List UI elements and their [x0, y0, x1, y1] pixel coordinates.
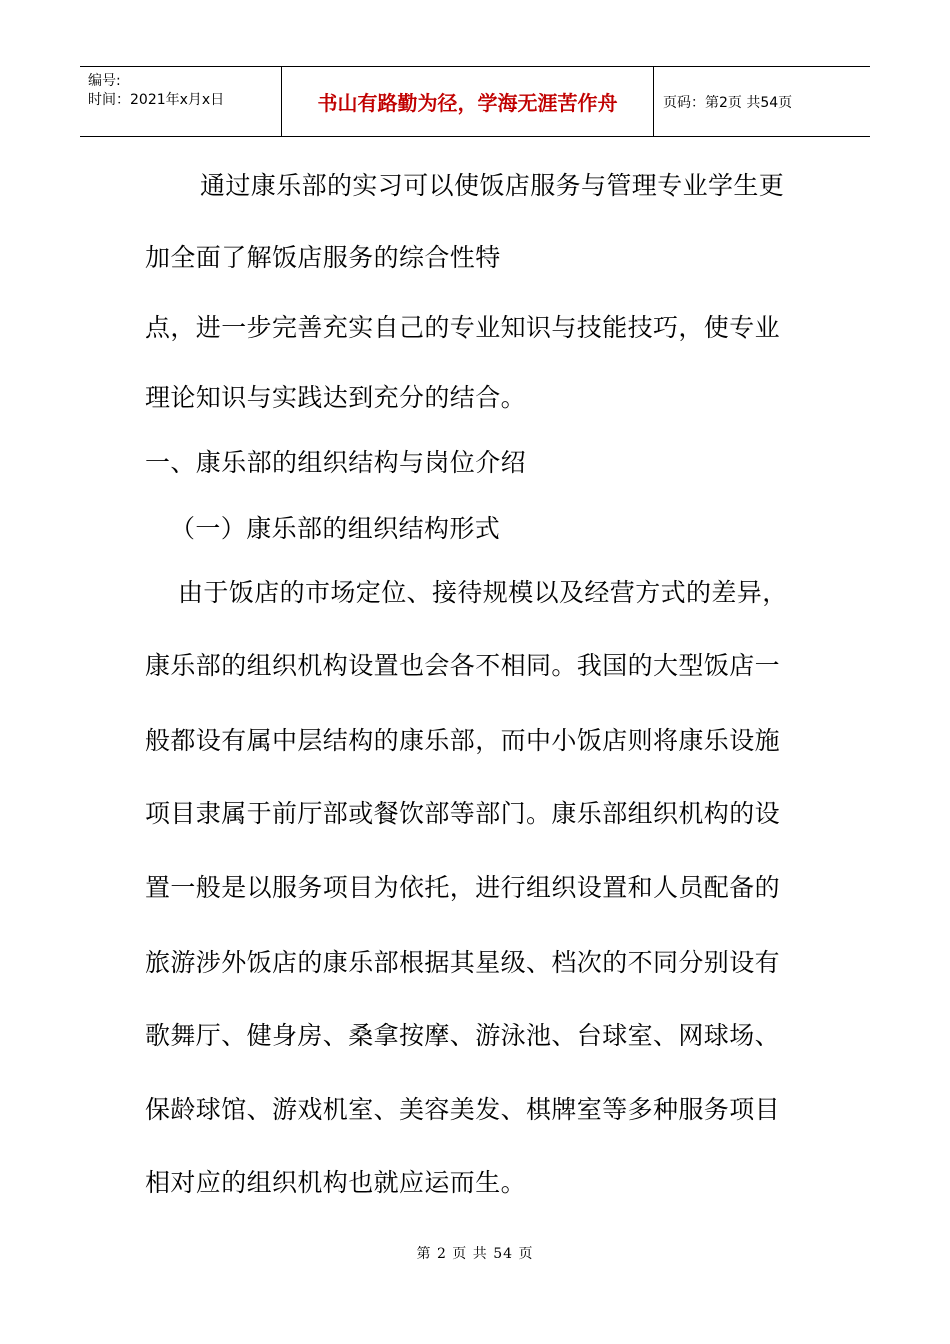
- paragraph-line: 由于饭店的市场定位、接待规模以及经营方式的差异，: [178, 578, 788, 607]
- paragraph-line: 置一般是以服务项目为依托，进行组织设置和人员配备的: [145, 873, 781, 902]
- paragraph-line: 点，进一步完善充实自己的专业知识与技能技巧，使专业: [145, 313, 781, 342]
- section-heading: 一、康乐部的组织结构与岗位介绍: [145, 448, 527, 477]
- header-divider-right: [653, 66, 654, 136]
- paragraph-line: 相对应的组织机构也就应运而生。: [145, 1168, 527, 1197]
- paragraph-line: 康乐部的组织机构设置也会各不相同。我国的大型饭店一: [145, 651, 781, 680]
- paragraph-line: 加全面了解饭店服务的综合性特: [145, 243, 501, 272]
- header-bottom-rule: [80, 136, 870, 137]
- header-page-info: 页码：第2页 共54页: [663, 95, 793, 111]
- paragraph-line: 项目隶属于前厅部或餐饮部等部门。康乐部组织机构的设: [145, 799, 781, 828]
- page-footer: 第 2 页 共 54 页: [416, 1246, 534, 1262]
- paragraph-line: 旅游涉外饭店的康乐部根据其星级、档次的不同分别设有: [145, 948, 781, 977]
- paragraph-line: 般都设有属中层结构的康乐部，而中小饭店则将康乐设施: [145, 726, 781, 755]
- paragraph-line: 保龄球馆、游戏机室、美容美发、棋牌室等多种服务项目: [145, 1095, 781, 1124]
- paragraph-line: 通过康乐部的实习可以使饭店服务与管理专业学生更: [200, 171, 785, 200]
- header-number-label: 编号:: [88, 73, 121, 89]
- subsection-heading: （一）康乐部的组织结构形式: [170, 514, 501, 543]
- header-motto: 书山有路勤为径，学海无涯苦作舟: [317, 90, 618, 115]
- paragraph-line: 歌舞厅、健身房、桑拿按摩、游泳池、台球室、网球场、: [145, 1021, 781, 1050]
- header-date: 时间：2021年x月x日: [88, 92, 225, 108]
- paragraph-line: 理论知识与实践达到充分的结合。: [145, 383, 527, 412]
